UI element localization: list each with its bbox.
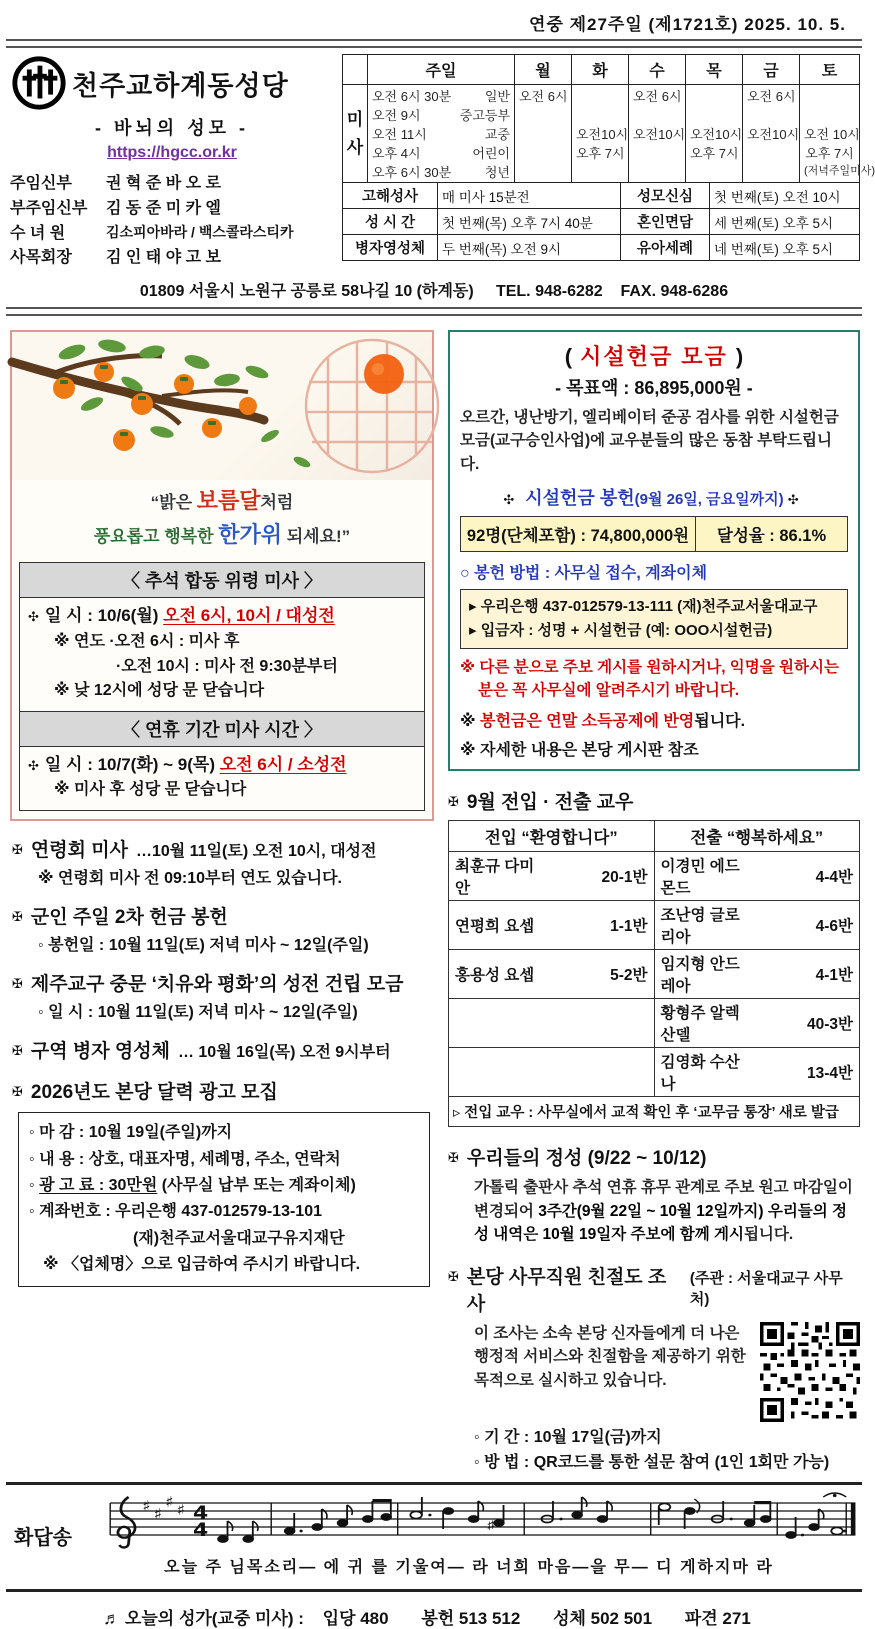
greeting-highlight-red: 보름달	[196, 488, 261, 514]
thu-cell	[686, 85, 743, 183]
music-staff	[78, 1493, 860, 1555]
qr-code	[760, 1322, 860, 1422]
title-text: 연령회 미사	[30, 840, 128, 862]
mass-times-table	[342, 54, 875, 183]
church-website-link[interactable]: https://hgcc.or.kr	[107, 144, 237, 161]
paren: )	[735, 344, 744, 370]
table-row	[449, 999, 860, 1048]
hymn-entrance: 입당 480	[322, 1609, 389, 1629]
member-name: 이경민 에드몬드	[654, 852, 757, 901]
staff-row	[10, 197, 334, 222]
donation-description: 오르간, 냉난방기, 엘리베이터 준공 검사를 위한 시설헌금 모금(교구승인사업)에 교우분들의 많은 동참 부탁드립니다.	[460, 409, 839, 473]
mass-time	[576, 105, 624, 124]
title-text: 제주교구 중문 ‘치유와 평화’의 성전 건립 모금	[30, 974, 404, 996]
table-row	[449, 852, 860, 901]
anonymity-note: ※ 다른 분으로 주보 게시를 원하시거나, 익명을 원하시는 분은 꼭 사무실에 알려주시기 바랍니다.	[460, 658, 839, 700]
col-thu: 목	[686, 55, 743, 85]
paren: (	[564, 344, 573, 370]
church-logo-icon	[10, 54, 68, 112]
section-cross-icon: ✠	[448, 1269, 459, 1285]
devotion-body	[448, 1176, 860, 1246]
announcement-note: ◦ 봉헌일 : 10월 11일(토) 저녁 미사 ~ 12일(주일)	[38, 937, 369, 955]
sacrament-label: 혼인면담	[621, 209, 710, 235]
fee-underlined: 광 고 료 : 30만원	[39, 1177, 158, 1195]
svg-text:♯: ♯	[487, 1518, 495, 1532]
persimmon-branch-art	[12, 332, 432, 480]
col-fri: 금	[743, 55, 800, 85]
announcement-title	[12, 969, 432, 996]
subtitle-detail: (9월 26일, 금요일까지)	[634, 490, 788, 508]
mass-time	[519, 105, 567, 124]
col-tue: 화	[572, 55, 629, 85]
achievement-rate: 달성율 : 86.1%	[695, 516, 848, 552]
music-note-icon: ♬	[103, 1609, 121, 1629]
sacrament-label: 유아세례	[621, 235, 710, 261]
sacrament-value: 첫 번째(토) 오전 10시	[710, 183, 860, 209]
calendar-account-holder: (재)천주교서울대교구유지재단	[133, 1229, 345, 1247]
sunday-cell	[368, 85, 515, 183]
section-cross-icon: ✠	[12, 1043, 23, 1059]
four-cross-icon: ✣	[787, 491, 799, 507]
address: 01809 서울시 노원구 공릉로 58나길 10 (하계동)	[139, 283, 474, 301]
memorial-mass-content	[20, 598, 424, 711]
donation-subtitle	[460, 484, 848, 510]
wed-cell	[629, 85, 686, 183]
left-column	[10, 330, 434, 1472]
schedule-highlight: 오전 6시, 10시 / 대성전	[163, 606, 335, 626]
mass-group: 어린이	[472, 146, 510, 161]
mass-time: 오전 10시	[804, 127, 860, 142]
header	[0, 48, 875, 271]
title-text: 군인 주일 2차 헌금 봉헌	[30, 907, 228, 929]
facility-donation-panel	[448, 330, 860, 771]
announcement-yeonryeong	[12, 835, 432, 888]
mass-time	[747, 143, 795, 162]
staff-row	[10, 246, 334, 271]
title-text: 구역 병자 영성체	[30, 1041, 170, 1063]
ref-mark: ※	[460, 713, 480, 731]
fax: FAX. 948-6286	[620, 283, 729, 301]
tue-cell	[572, 85, 629, 183]
announcement-note: ※ 연령회 미사 전 09:10부터 연도 있습니다.	[38, 870, 342, 888]
calendar-ad-box	[18, 1112, 430, 1286]
schedule-text: 일 시 : 10/7(화) ~ 9(목)	[44, 755, 220, 775]
body-columns	[0, 316, 868, 1472]
transfer-table	[448, 820, 860, 1127]
schedule-line	[28, 752, 416, 778]
survey-method: ◦ 방 법 : QR코드를 통한 설문 참여 (1인 1회만 가능)	[474, 1454, 830, 1472]
staff-role: 부주임신부	[10, 199, 88, 217]
hymn-communion: 성체 502 501	[553, 1609, 653, 1629]
mass-time: 오전 6시	[633, 89, 682, 104]
calendar-account: ◦ 계좌번호 : 우리은행 437-012579-13-101	[29, 1203, 322, 1221]
member-class: 4-6반	[757, 901, 860, 950]
chuseok-greeting	[12, 480, 432, 562]
mass-time	[633, 105, 681, 124]
sacrament-label: 고해성사	[343, 183, 438, 209]
mass-time	[690, 86, 738, 105]
body-bold: 3주간(9월 22일 ~ 10월 12일까지) 우리들의 정성 내역은 10월 19일자 주보에 함께 게시	[474, 1202, 848, 1243]
greeting-text: “밝은	[150, 493, 197, 513]
member-class: 20-1반	[551, 852, 654, 901]
sacrament-value: 네 번째(토) 오후 5시	[710, 235, 860, 261]
svg-text:4: 4	[192, 1518, 209, 1541]
transfer-section-title	[448, 787, 860, 814]
mass-time	[804, 86, 855, 105]
greeting-text-green: 풍요롭고 행복한	[93, 527, 219, 547]
member-class: 40-3반	[757, 999, 860, 1048]
holiday-mass-title: 〈 연휴 기간 미사 시간 〉	[20, 711, 424, 747]
responsorial-label: 화답송	[14, 1526, 72, 1549]
donation-method: ○ 봉헌 방법 : 사무실 접수, 계좌이체	[460, 564, 708, 582]
tax-note-red: 봉헌금은 연말 소득공제에 반영	[480, 713, 695, 731]
mass-time	[633, 143, 681, 162]
mass-time	[519, 143, 567, 162]
member-name: 조난영 글로리아	[654, 901, 757, 950]
mass-time: 오후 7시	[805, 146, 854, 161]
calendar-fee	[29, 1173, 419, 1199]
address-line	[0, 271, 868, 307]
staff-name: 김 인 태 야 고 보	[106, 249, 221, 267]
announcement-military	[12, 902, 432, 955]
calendar-note: ※ 〈업체명〉으로 입금하여 주시기 바랍니다.	[43, 1256, 361, 1274]
member-name: 김영화 수산나	[654, 1048, 757, 1097]
right-column	[448, 330, 860, 1472]
mass-time-line	[372, 143, 510, 162]
mass-time: 오전 6시	[747, 89, 796, 104]
title-detail: … 10월 16일(목) 오전 9시부터	[177, 1044, 391, 1062]
subtitle-main: 시설헌금 봉헌	[520, 487, 635, 508]
church-subtitle: - 바뇌의 성모 -	[95, 118, 249, 138]
title-text: 9월 전입 · 전출 교우	[466, 792, 634, 814]
announcement-title	[12, 1036, 432, 1063]
staff-role: 사목회장	[10, 249, 72, 267]
table-row	[343, 235, 860, 261]
announcement-title	[12, 835, 432, 862]
schedule-text: 일 시 : 10/6(월)	[44, 606, 164, 626]
mass-time	[519, 124, 567, 143]
table-row	[343, 183, 860, 209]
staff-list	[10, 172, 334, 271]
sacrament-value: 매 미사 15분전	[438, 183, 621, 209]
mass-time: 오전10시	[747, 127, 800, 142]
mass-time-line	[372, 124, 510, 143]
divider-header-bottom	[6, 307, 862, 316]
bullet: ◦	[29, 1177, 40, 1195]
title-text: 2026년도 본당 달력 광고 모집	[30, 1082, 278, 1104]
col-sunday: 주일	[368, 55, 515, 85]
greeting-line-2	[12, 518, 432, 552]
col-wed: 수	[629, 55, 686, 85]
church-name: 천주교하계동성당	[72, 70, 289, 101]
col-mon: 월	[515, 55, 572, 85]
section-cross-icon: ✠	[12, 842, 23, 858]
title-text: 본당 사무직원 친절도 조사	[466, 1267, 667, 1316]
church-block	[10, 54, 334, 271]
announcement-calendar-ads	[12, 1077, 432, 1286]
mass-time-line	[372, 162, 510, 181]
donation-stats	[460, 516, 848, 552]
hymns-label: 오늘의 성가(교중 미사) :	[124, 1609, 309, 1629]
announcement-title	[12, 902, 432, 929]
four-cross-icon: ✣	[28, 758, 39, 774]
member-name: 연평희 요셉	[449, 901, 552, 950]
member-name: 임지형 안드레아	[654, 950, 757, 999]
mon-cell	[515, 85, 572, 183]
title-detail: …10월 11일(토) 오전 10시, 대성전	[135, 843, 377, 861]
donors-amount: 92명(단체포함) : 74,800,000원	[460, 516, 695, 552]
mass-group: 청년	[484, 165, 510, 180]
table-header-row	[449, 821, 860, 852]
mass-time: 오전10시	[576, 127, 629, 142]
section-cross-icon: ✠	[448, 794, 459, 810]
staff-row	[10, 172, 334, 197]
transfer-footer-note: ▹ 전입 교우 : 사무실에서 교적 확인 후 ‘교무금 통장’ 새로 발급	[449, 1097, 860, 1127]
member-class: 5-2반	[551, 950, 654, 999]
sat-cell	[800, 85, 875, 183]
body-text: 가톨릭 출판사 추석 연휴 휴무 관계로 주보 원고 마감일이 변경되어	[474, 1179, 853, 1220]
staff-name: 김 동 준 미 카 엘	[106, 199, 221, 217]
member-name: 홍용성 요셉	[449, 950, 552, 999]
schedule-note: ·오전 10시 : 미사 전 9:30분부터	[116, 657, 338, 675]
staff-role: 수 녀 원	[10, 224, 66, 242]
sacrament-label: 성 시 간	[343, 209, 438, 235]
calendar-contents: ◦ 내 용 : 상호, 대표자명, 세례명, 주소, 연락처	[29, 1150, 341, 1168]
col-sat: 토	[800, 55, 860, 85]
hymn-dismissal: 파견 271	[684, 1609, 751, 1629]
mass-time: 오후 6시 30분	[372, 165, 452, 180]
staff-name: 권 혁 준 바 오 로	[106, 175, 221, 192]
member-class: 4-1반	[757, 950, 860, 999]
member-name: 최훈규 다미안	[449, 852, 552, 901]
member-class: 1-1반	[551, 901, 654, 950]
mass-table-body-row	[343, 85, 860, 183]
greeting-text: 되세요!”	[282, 527, 351, 547]
member-class	[551, 999, 654, 1048]
member-name	[449, 1048, 552, 1097]
section-cross-icon: ✠	[12, 976, 23, 992]
tax-note-rest: 됩니다.	[694, 713, 746, 731]
transfer-in-header: 전입 “환영합니다”	[449, 821, 655, 852]
mass-time-line	[372, 105, 510, 124]
mass-time	[747, 105, 795, 124]
holiday-mass-content	[20, 747, 424, 810]
table-row	[449, 1048, 860, 1097]
mass-time	[576, 86, 624, 105]
sacrament-value: 첫 번째(목) 오후 7시 40분	[438, 209, 621, 235]
sacrament-value: 두 번째(목) 오전 9시	[438, 235, 621, 261]
mass-schedule	[342, 54, 875, 271]
bank-account: ▸ 우리은행 437-012579-13-111 (재)천주교서울대교구	[469, 597, 818, 615]
mass-time: 오후 7시	[576, 146, 625, 161]
hymn-numbers-line	[0, 1592, 868, 1629]
memorial-mass-title: 〈 추석 합동 위령 미사 〉	[20, 563, 424, 598]
staff-row	[10, 222, 334, 247]
svg-text:♯: ♯	[165, 1493, 174, 1511]
table-row	[343, 209, 860, 235]
survey-block	[448, 1322, 860, 1422]
announcement-note: ◦ 일 시 : 10월 11일(토) 저녁 미사 ~ 12일(주일)	[38, 1004, 358, 1022]
body-text: 됩니다.	[743, 1225, 794, 1243]
mass-group: 교중	[484, 127, 510, 142]
calendar-deadline: ◦ 마 감 : 10월 19일(주일)까지	[29, 1124, 233, 1142]
donation-account-box	[460, 589, 848, 649]
mass-row-label: 미사	[343, 85, 368, 183]
mass-time-note: (저녁주일미사)	[804, 165, 875, 177]
four-cross-icon: ✣	[503, 491, 515, 507]
table-footer-row	[449, 1097, 860, 1127]
music-staff-box	[78, 1493, 860, 1577]
mass-time: 오전 9시	[372, 108, 421, 123]
fee-detail: (사무실 납부 또는 계좌이체)	[157, 1177, 356, 1195]
staff-name: 김소피아바라 / 백스콜라스티카	[106, 223, 294, 240]
memorial-mass-box	[19, 562, 425, 811]
sacrament-label: 성모신심	[621, 183, 710, 209]
board-note: ※ 자세한 내용은 본당 게시판 참조	[460, 742, 699, 760]
member-class: 4-4반	[757, 852, 860, 901]
schedule-note: ※ 연도 ·오전 6시 : 미사 후	[54, 632, 240, 650]
tax-note	[460, 708, 848, 731]
mass-corner-cell	[343, 55, 368, 85]
responsorial-section	[0, 1485, 868, 1579]
transfer-out-header: 전출 “행복하세요”	[654, 821, 860, 852]
schedule-note: ※ 낮 12시에 성당 문 닫습니다	[54, 682, 265, 700]
section-cross-icon: ✠	[12, 909, 23, 925]
schedule-highlight: 오전 6시 / 소성전	[219, 755, 347, 775]
announcement-title	[12, 1077, 432, 1104]
mass-time: 오전 11시	[372, 127, 427, 142]
donation-title-text: 시설헌금 모금	[572, 344, 736, 370]
member-class: 13-4반	[757, 1048, 860, 1097]
divider-top	[6, 39, 862, 48]
mass-time: 오전 6시	[519, 89, 568, 104]
issue-line: 연중 제27주일 (제1721호) 2025. 10. 5.	[529, 15, 846, 34]
table-row	[449, 950, 860, 999]
schedule-line	[28, 603, 416, 629]
chuseok-panel	[10, 330, 434, 821]
devotion-section-title	[448, 1143, 860, 1170]
title-suffix: (주관 : 서울대교구 사무처)	[689, 1270, 843, 1309]
announcement-sick-communion	[12, 1036, 432, 1063]
mass-time: 오전10시	[690, 127, 743, 142]
church-brand	[10, 54, 334, 112]
mass-time	[804, 105, 855, 124]
member-class	[551, 1048, 654, 1097]
greeting-text: 처럼	[260, 493, 294, 513]
mass-time: 오전10시	[633, 127, 686, 142]
mass-time: 오후 7시	[690, 146, 739, 161]
hymn-offertory: 봉헌 513 512	[421, 1609, 521, 1629]
donation-title	[460, 340, 848, 371]
svg-text:♯: ♯	[176, 1501, 186, 1519]
greeting-highlight-blue: 한가위	[218, 522, 282, 548]
mass-table-header-row	[343, 55, 860, 85]
staff-role: 주임신부	[10, 175, 72, 192]
mass-group: 일반	[484, 89, 510, 104]
sacrament-table	[342, 182, 860, 261]
schedule-note: ※ 미사 후 성당 문 닫습니다	[54, 781, 247, 799]
svg-text:4: 4	[192, 1501, 209, 1524]
mass-time	[690, 105, 738, 124]
sacrament-value: 세 번째(토) 오후 5시	[710, 209, 860, 235]
fri-cell	[743, 85, 800, 183]
mass-time: 오후 4시	[372, 146, 421, 161]
member-name	[449, 999, 552, 1048]
responsorial-lyrics: 오늘 주 님목소리— 에 귀 를 기울여— 라 너희 마음—을 무— 디 게하지마 라	[164, 1559, 774, 1577]
survey-section-title	[448, 1262, 860, 1316]
greeting-line-1	[12, 484, 432, 518]
sacrament-label: 병자영성체	[343, 235, 438, 261]
survey-body: 이 조사는 소속 본당 신자들에게 더 나은 행정적 서비스와 친절함을 제공하기 위한 목적으로 실시하고 있습니다.	[474, 1325, 746, 1389]
chuseok-artwork	[12, 332, 432, 480]
svg-text:♯: ♯	[153, 1505, 163, 1523]
mass-group: 중고등부	[459, 108, 510, 123]
four-cross-icon: ✣	[28, 609, 39, 625]
section-cross-icon: ✠	[448, 1150, 459, 1166]
depositor-format: ▸ 입금자 : 성명 + 시설헌금 (예: OOO시설헌금)	[469, 621, 773, 639]
donation-goal: - 목표액 : 86,895,000원 -	[555, 378, 753, 399]
telephone: TEL. 948-6282	[495, 283, 603, 301]
member-name: 황형주 알렉산델	[654, 999, 757, 1048]
survey-period: ◦ 기 간 : 10월 17일(금)까지	[474, 1429, 662, 1447]
section-cross-icon: ✠	[12, 1084, 23, 1100]
title-text: 우리들의 정성 (9/22 ~ 10/12)	[466, 1148, 707, 1170]
svg-text:♯: ♯	[142, 1497, 151, 1515]
mass-time: 오전 6시 30분	[372, 89, 452, 104]
table-row	[449, 901, 860, 950]
mass-time-line	[372, 86, 510, 105]
announcement-jeju	[12, 969, 432, 1022]
